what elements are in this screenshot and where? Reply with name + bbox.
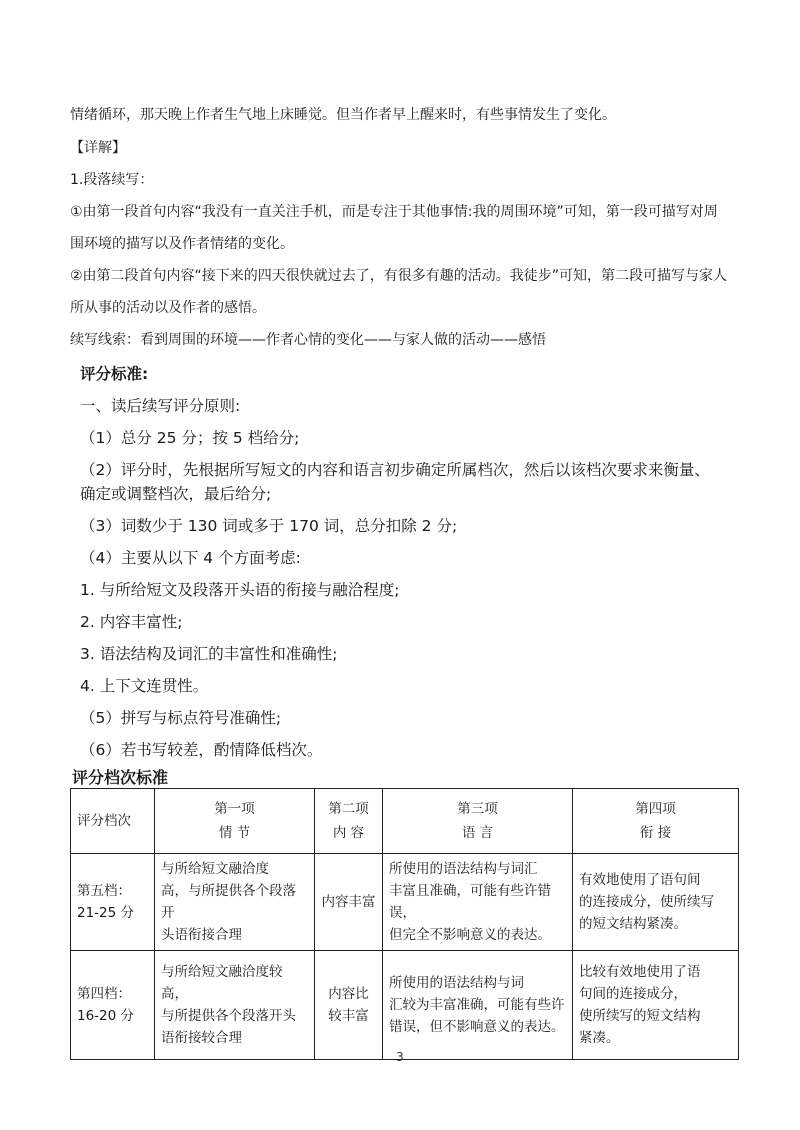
header-cohesion: 第四项 衔 接 [573,789,739,854]
page-number: 3 [396,1050,404,1064]
cell-content: 内容比 较丰富 [315,951,383,1060]
cell-language: 所使用的语法结构与词 汇较为丰富准确，可能有些许 错误，但不影响意义的表达。 [383,951,573,1060]
criteria-heading: 评分标准: [80,365,149,383]
header-content: 第二项 内 容 [315,789,383,854]
rule-5: （5）拼写与标点符号准确性; [80,709,282,727]
point2-line-a: ②由第二段首句内容“接下来的四天很快就过去了，有很多有趣的活动。我徒步”可知，第二段可描写与家人 [70,268,728,284]
table-row [71,854,739,951]
section-item-1: 1.段落续写： [70,172,154,188]
aspect-4: 4. 上下文连贯性。 [80,677,209,695]
header-language: 第三项 语 言 [383,789,573,854]
intro-line-cont: 情绪循环，那天晚上作者生气地上床睡觉。但当作者早上醒来时，有些事情发生了变化。 [70,107,616,123]
point2-line-b: 所从事的活动以及作者的感悟。 [70,300,266,316]
cell-cohesion: 比较有效地使用了语 句间的连接成分， 使所续写的短文结构 紧凑。 [573,951,739,1060]
cell-grade: 第四档： 16-20 分 [71,951,155,1060]
table-header-row [71,789,739,854]
aspect-3: 3. 语法结构及词汇的丰富性和准确性; [80,645,338,663]
cell-cohesion: 有效地使用了语句间 的连接成分，使所续写 的短文结构紧凑。 [573,854,739,951]
grading-table [70,788,739,1060]
rule-1: （1）总分 25 分；按 5 档给分; [80,429,300,447]
cell-language: 所使用的语法结构与词汇 丰富且准确，可能有些许错误， 但完全不影响意义的表达。 [383,854,573,951]
aspect-1: 1. 与所给短文及段落开头语的衔接与融洽程度; [80,581,400,599]
header-plot: 第一项 情 节 [155,789,315,854]
aspect-2: 2. 内容丰富性; [80,613,183,631]
clue-line: 续写线索：看到周围的环境——作者心情的变化——与家人做的活动——感悟 [70,332,546,348]
principle-title: 一、读后续写评分原则: [80,397,241,415]
cell-plot: 与所给短文融洽度 高，与所提供各个段落开 头语衔接合理 [155,854,315,951]
grade-standard-heading: 评分档次标准 [72,768,169,787]
rule-3: （3）词数少于 130 词或多于 170 词，总分扣除 2 分; [80,517,458,535]
header-grade: 评分档次 [71,789,155,854]
rule-2-cont: 确定或调整档次，最后给分; [80,485,272,503]
detail-heading: 【详解】 [70,140,126,156]
cell-grade: 第五档： 21-25 分 [71,854,155,951]
point1-line-b: 围环境的描写以及作者情绪的变化。 [70,236,294,252]
rule-2: （2）评分时，先根据所写短文的内容和语言初步确定所属档次，然后以该档次要求来衡量、 [80,461,710,479]
rule-4: （4）主要从以下 4 个方面考虑: [80,549,301,567]
cell-plot: 与所给短文融洽度较高， 与所提供各个段落开头 语衔接较合理 [155,951,315,1060]
cell-content: 内容丰富 [315,854,383,951]
rule-6: （6）若书写较差，酌情降低档次。 [80,741,323,759]
point1-line-a: ①由第一段首句内容“我没有一直关注手机，而是专注于其他事情:我的周围环境”可知，第一段可描写对周 [70,204,718,220]
table-row [71,951,739,1060]
